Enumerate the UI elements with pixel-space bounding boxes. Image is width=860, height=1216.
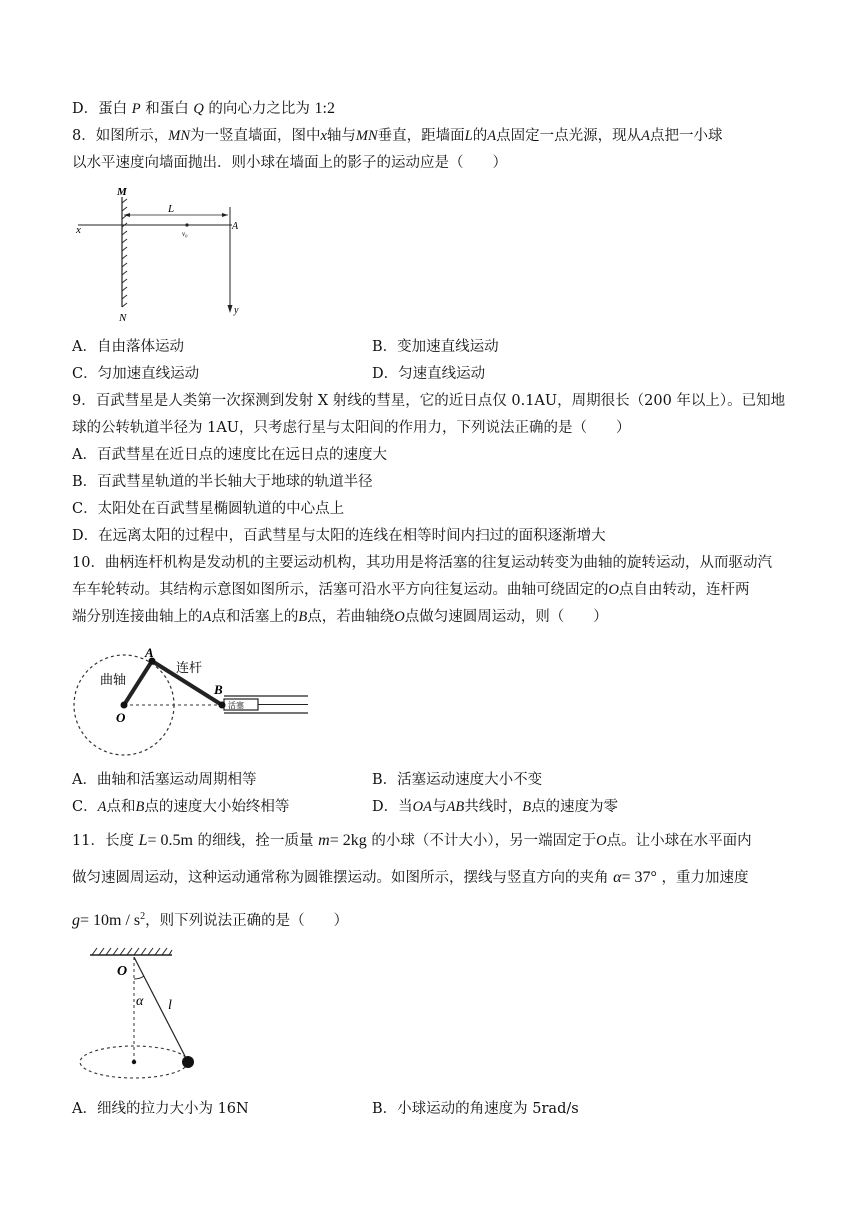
point-b [219, 702, 226, 709]
crank-arm [124, 661, 152, 705]
q10-option-d: D．当OA与AB共线时，B点的速度为零 [372, 799, 619, 815]
label-o: O [117, 964, 128, 979]
label-piston: 活塞 [228, 701, 244, 710]
q8-stem-line1: 8．如图所示，MN为一竖直墙面，图中x轴与MN垂直，距墙面L的A点固定一点光源，现从A点把一小球 [72, 128, 723, 144]
label-m: M [117, 186, 127, 198]
label-alpha: α [136, 994, 144, 1009]
label-a: A [145, 645, 154, 660]
angle-arc [134, 976, 144, 979]
label-l: L [168, 203, 175, 215]
q10-option-a: A．曲轴和活塞运动周期相等 [72, 772, 257, 788]
label-crank: 曲轴 [100, 672, 127, 687]
q9-option-d: D．在远离太阳的过程中，百武彗星与太阳的连线在相等时间内扫过的面积逐渐增大 [72, 528, 606, 544]
orbit-center [132, 1060, 136, 1064]
q9-stem-line2: 球的公转轨道半径为 1AU，只考虑行星与太阳间的作用力，下列说法正确的是（ ） [72, 420, 631, 436]
q11-option-a: A．细线的拉力大小为 16N [72, 1101, 249, 1117]
q9-option-b: B．百武彗星轨道的半长轴大于地球的轨道半径 [72, 474, 373, 490]
q10-stem-line2: 车车轮转动。其结构示意图如图所示，活塞可沿水平方向往复运动。曲轴可绕固定的O点自由转动，连杆两 [72, 582, 750, 598]
q8-option-b: B．变加速直线运动 [372, 339, 499, 355]
q8-option-c: C．匀加速直线运动 [72, 366, 200, 382]
ball-dot [185, 223, 188, 226]
label-b: B [214, 682, 223, 697]
q10-option-b: B．活塞运动速度大小不变 [372, 772, 543, 788]
label-y: y [234, 305, 239, 316]
q11-stem-line1: 11．长度 L= 0.5m 的细线，拴一质量 m= 2kg 的小球（不计大小），另一端固定于O点。让小球在水平面内 [72, 832, 752, 849]
q11-option-b: B．小球运动的角速度为 5rad/s [372, 1101, 579, 1117]
q11-stem-line3: $g= 10m / s^2$，则下列说法正确的是（ ） [72, 911, 349, 929]
label-o: O [116, 710, 126, 725]
q10-figure-crank [72, 642, 322, 760]
q7-option-d: D．蛋白 P 和蛋白 Q 的向心力之比为 1:2 [72, 100, 335, 117]
q9-stem-line1: 9．百武彗星是人类第一次探测到发射 X 射线的彗星，它的近日点仅 0.1AU，周期很长（200 年以上）。已知地 [72, 393, 786, 409]
q9-option-a: A．百武彗星在近日点的速度比在远日点的速度大 [72, 447, 387, 463]
q8-figure-wall-light [72, 185, 252, 325]
ball [182, 1056, 194, 1068]
label-a: A [232, 221, 239, 232]
q10-option-c: C．A点和B点的速度大小始终相等 [72, 799, 290, 815]
label-rod: 连杆 [176, 660, 203, 675]
pendulum-string [134, 957, 188, 1062]
label-x: x [76, 224, 81, 236]
label-n: N [119, 312, 127, 324]
q10-stem-line3: 端分别连接曲轴上的A点和活塞上的B点，若曲轴绕O点做匀速圆周运动，则（ ） [72, 609, 608, 625]
q8-stem-line2: 以水平速度向墙面抛出．则小球在墙面上的影子的运动应是（ ） [72, 155, 507, 171]
q8-option-d: D．匀速直线运动 [372, 366, 486, 382]
q11-figure-conical-pendulum [72, 945, 272, 1087]
point-o [121, 702, 128, 709]
q11-stem-line2: 做匀速圆周运动，这种运动通常称为圆锥摆运动。如图所示，摆线与竖直方向的夹角 α= 37° ，重力加速度 [72, 869, 749, 886]
label-l: l [168, 998, 172, 1013]
q8-option-a: A．自由落体运动 [72, 339, 184, 355]
ceiling-hatching [92, 948, 172, 955]
q9-option-c: C．太阳处在百武彗星椭圆轨道的中心点上 [72, 501, 345, 517]
label-v0: v₀ [182, 230, 188, 238]
q10-stem-line1: 10．曲柄连杆机构是发动机的主要运动机构，其功用是将活塞的往复运动转变为曲轴的旋转运动，从而驱动汽 [72, 555, 772, 571]
